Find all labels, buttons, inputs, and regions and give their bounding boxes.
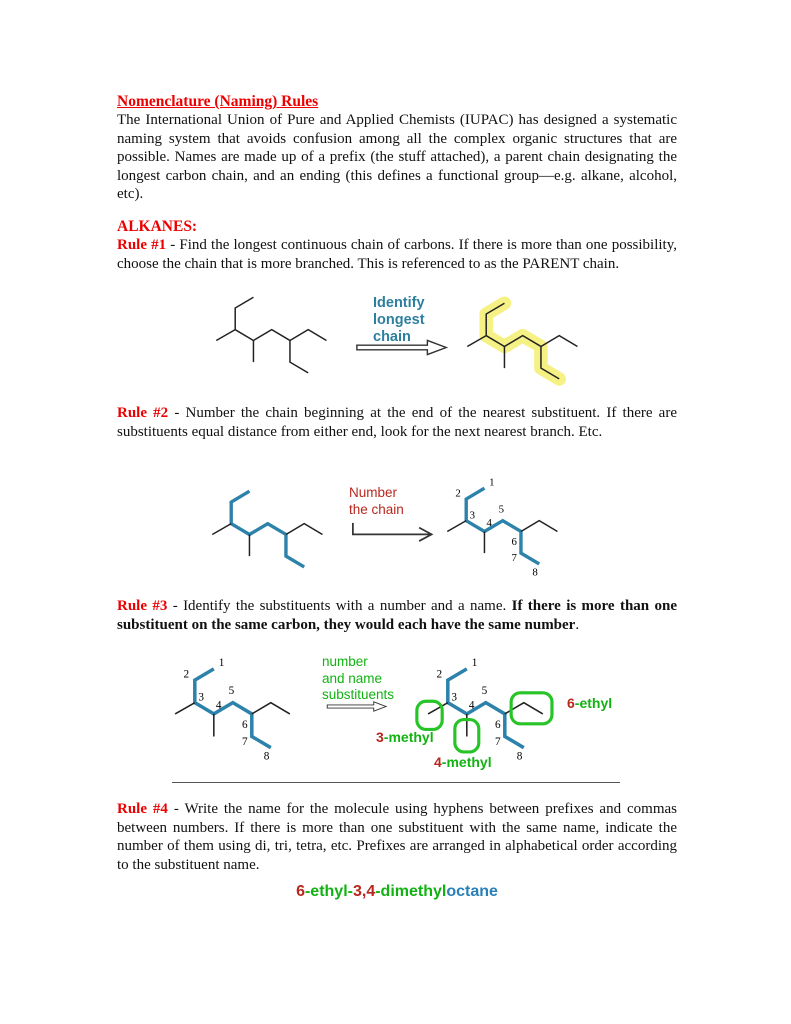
rule-3-text: - Identify the substituents with a number and a name.	[167, 598, 512, 614]
molecule-numbered	[154, 652, 306, 770]
carbon-number-5: 5	[498, 503, 505, 516]
molecule-annotated	[407, 652, 559, 770]
substituent-label-6-ethyl	[567, 695, 612, 711]
alkane-skeletal-structure	[407, 652, 559, 770]
carbon-number-4: 4	[215, 699, 222, 712]
number-and-name-substituents-label	[322, 654, 394, 704]
label-line: Identify	[373, 295, 425, 311]
section-heading-alkanes: ALKANES:	[117, 218, 198, 235]
carbon-number-2: 2	[436, 668, 443, 681]
carbon-number-4: 4	[486, 517, 492, 530]
molecule-highlighted-chain	[447, 287, 593, 401]
parent-chain-bonds	[195, 669, 271, 748]
rule-2-text: - Number the chain beginning at the end of the nearest substituent. If there are substituents equal distance from either end, look for the next nearest branch. Etc.	[117, 405, 677, 440]
molecule-plain	[196, 281, 342, 395]
rule-4-text: - Write the name for the molecule using hyphens between prefixes and commas between numbers. If there is more than one substituent with the same name, indicate the number of them using di, tri, tetra, etc. Prefixes are arranged in alphabetical order according to the substituent name.	[117, 801, 677, 873]
rule-1-label: Rule #1	[117, 237, 167, 253]
substituent-name: -ethyl	[574, 695, 613, 711]
substituent-name: -methyl	[383, 729, 434, 745]
carbon-number-2: 2	[183, 668, 190, 681]
substituent-number: 6	[567, 695, 575, 711]
carbon-number-6: 6	[241, 718, 248, 731]
substituent-bonds	[216, 330, 326, 362]
carbon-number-8: 8	[532, 566, 538, 579]
carbon-number-1: 1	[218, 657, 225, 670]
name-substituent: -dimethyl	[375, 883, 447, 900]
name-locant: 6	[296, 883, 305, 900]
carbon-number-6: 6	[494, 718, 501, 731]
carbon-number-8: 8	[516, 750, 523, 763]
number-the-chain-label	[349, 485, 404, 518]
label-line: and name	[322, 670, 383, 686]
rule-4-label: Rule #4	[117, 801, 168, 817]
alkane-skeletal-structure	[192, 475, 338, 589]
name-parent-chain: octane	[446, 883, 498, 900]
loop-3-methyl	[417, 701, 442, 729]
carbon-number-3: 3	[469, 509, 475, 522]
rule-2-label: Rule #2	[117, 405, 169, 421]
label-line: longest	[373, 312, 425, 328]
carbon-number-6: 6	[511, 535, 517, 548]
molecule-name	[117, 883, 677, 901]
substituent-label-3-methyl	[376, 729, 434, 745]
rule-3-paragraph	[117, 597, 677, 634]
substituent-label-4-methyl	[434, 754, 492, 770]
substituent-name: -methyl	[441, 754, 492, 770]
carbon-number-1: 1	[471, 657, 478, 670]
name-locants: 3,4	[352, 883, 376, 900]
alkane-skeletal-structure	[154, 652, 306, 770]
rule-1-text: - Find the longest continuous chain of carbons. If there is more than one possibility, choose the chain that is more branched. This is referenced to as the PARENT chain.	[117, 237, 678, 272]
longest-chain-highlight	[486, 303, 559, 379]
name-substituent: -ethyl-	[304, 883, 353, 900]
divider	[172, 782, 620, 783]
molecule-blue-chain	[192, 475, 338, 589]
carbon-number-2: 2	[455, 487, 461, 500]
rule-3-label: Rule #3	[117, 598, 168, 614]
label-line: number	[322, 654, 368, 669]
carbon-number-7: 7	[511, 552, 517, 565]
intro-paragraph: The International Union of Pure and Applied Chemists (IUPAC) has designed a systematic naming system that avoids confusion among all the complex organic structures that are possible. Names are made up of a prefix (the stuff attached), a parent chain designating the longest carbon chain, and an ending (this defines a functional group—e.g. alkane, alcohol, etc).	[117, 112, 677, 203]
block-arrow-icon	[355, 338, 449, 357]
substituent-number: 3	[376, 729, 384, 745]
carbon-number-7: 7	[494, 735, 501, 748]
rule-2-paragraph	[117, 404, 677, 441]
substituent-bonds	[428, 703, 543, 737]
rule-3-text-end: .	[575, 616, 580, 633]
carbon-number-1: 1	[489, 476, 495, 489]
rule-3-bold-text: If there is more than one substituent on the same carbon, they would each have the same number	[117, 598, 677, 633]
loop-6-ethyl	[511, 693, 552, 724]
substituent-number: 4	[434, 754, 442, 770]
rule-1-paragraph	[117, 236, 677, 273]
molecule-numbered	[427, 472, 573, 586]
label-line: chain	[373, 329, 411, 345]
substituent-bonds	[212, 524, 322, 556]
carbon-number-5: 5	[481, 685, 488, 698]
parent-chain-bonds	[231, 491, 304, 567]
substituent-bonds	[175, 703, 290, 737]
label-line: Number	[349, 485, 398, 500]
carbon-numbers	[455, 477, 537, 579]
carbon-number-7: 7	[241, 735, 248, 748]
parent-chain-bonds	[466, 488, 539, 564]
carbon-number-5: 5	[228, 685, 235, 698]
block-arrow-icon	[326, 700, 388, 713]
parent-chain-bonds	[235, 297, 308, 373]
substituent-bonds	[447, 521, 557, 553]
alkane-skeletal-structure	[447, 287, 593, 401]
carbon-number-4: 4	[468, 699, 475, 712]
page-title: Nomenclature (Naming) Rules	[117, 93, 319, 110]
label-line: substituents	[322, 687, 395, 702]
alkane-skeletal-structure	[427, 472, 573, 586]
rule-4-paragraph	[117, 800, 677, 874]
carbon-numbers	[184, 657, 270, 763]
label-line: the chain	[349, 501, 404, 517]
carbon-number-3: 3	[451, 691, 457, 704]
alkane-skeletal-structure	[196, 281, 342, 395]
carbon-number-8: 8	[263, 750, 270, 763]
carbon-number-3: 3	[198, 691, 204, 704]
